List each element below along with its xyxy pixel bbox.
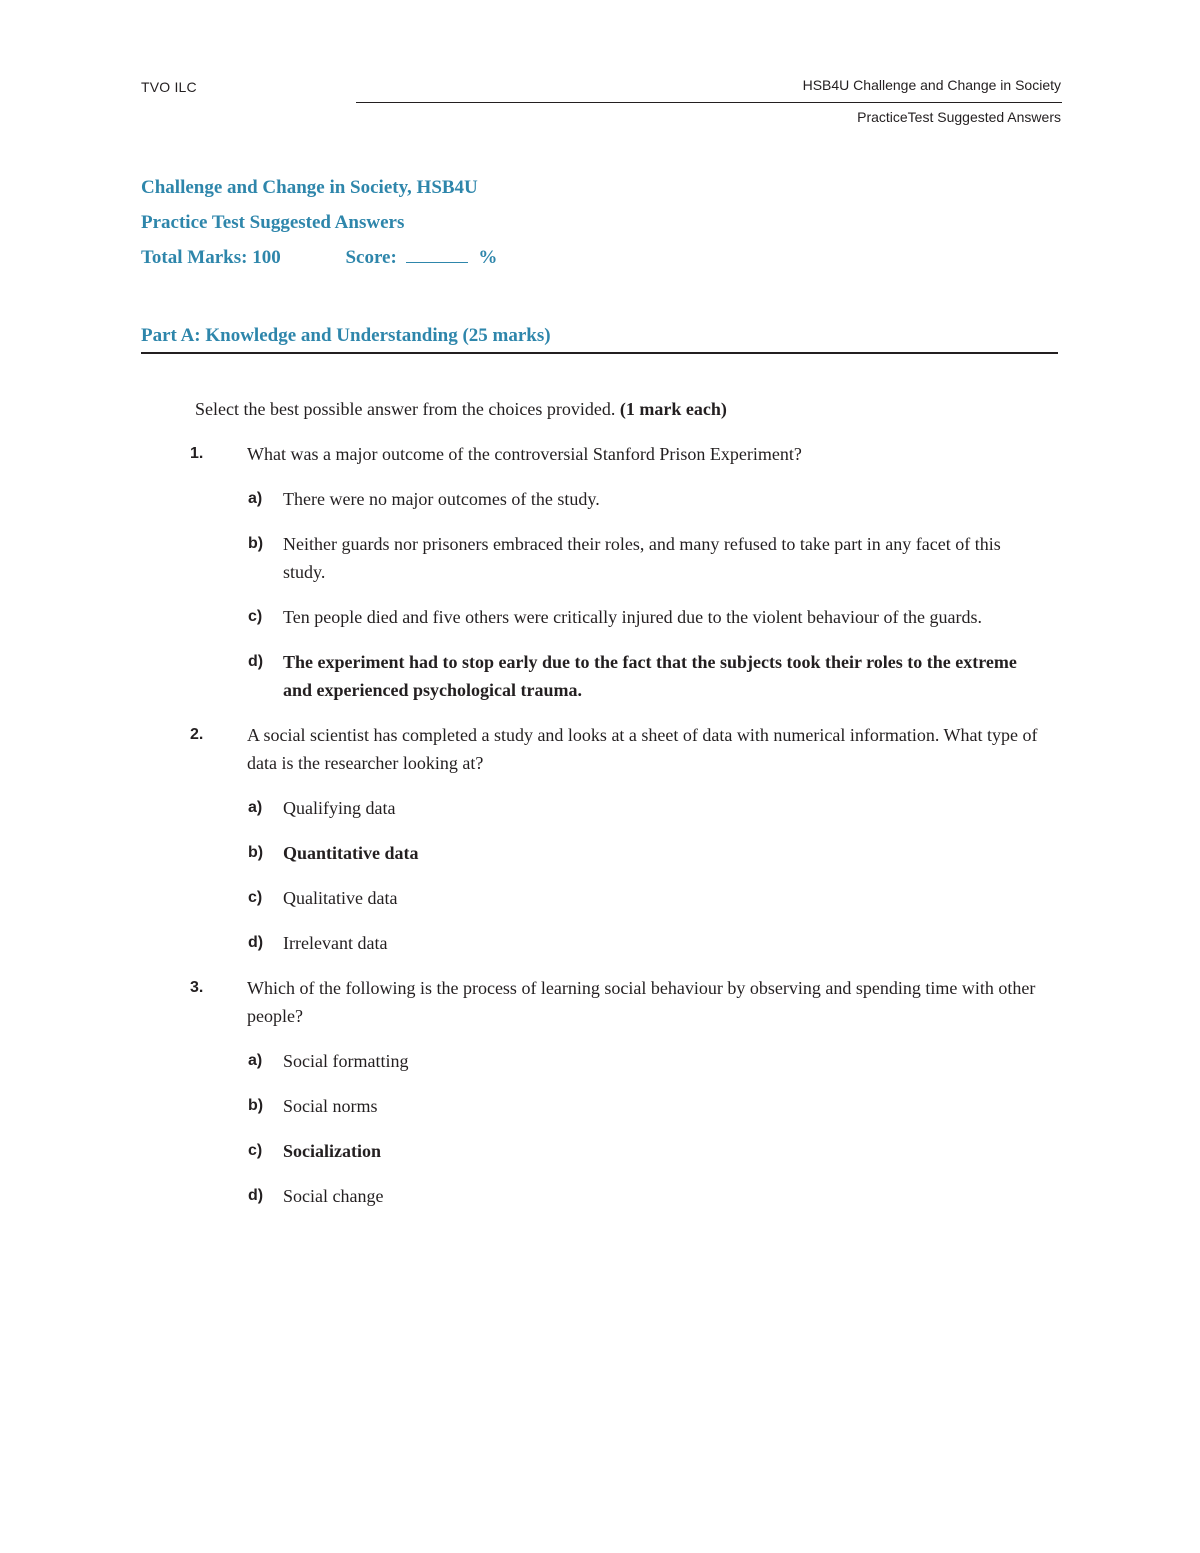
answer-option — [141, 1047, 1061, 1075]
option-text: Qualifying data — [283, 798, 396, 818]
answer-option — [141, 884, 1061, 912]
option-text: Social norms — [283, 1096, 378, 1116]
option-text: Socialization — [283, 1141, 381, 1161]
option-text: Social formatting — [283, 1051, 409, 1071]
answer-option — [141, 1092, 1061, 1120]
score-line — [141, 240, 497, 275]
option-letter: a) — [248, 799, 263, 816]
option-text: There were no major outcomes of the study. — [283, 489, 600, 509]
score-suffix: % — [478, 247, 498, 268]
option-letter: b) — [248, 844, 264, 861]
header-divider — [356, 102, 1062, 103]
instructions — [195, 395, 1061, 423]
question — [141, 974, 1061, 1030]
option-text: Quantitative data — [283, 843, 419, 863]
answer-option — [141, 485, 1061, 513]
question — [141, 721, 1061, 777]
answer-option — [141, 794, 1061, 822]
answer-option — [141, 603, 1061, 631]
header-course-title: HSB4U Challenge and Change in Society — [802, 77, 1061, 93]
option-letter: a) — [248, 490, 263, 507]
header-left: TVO ILC — [141, 79, 197, 95]
option-letter: c) — [248, 889, 263, 906]
question-text: Which of the following is the process of learning social behaviour by observing and spending time with other people? — [247, 978, 1036, 1026]
header-subtitle: PracticeTest Suggested Answers — [857, 109, 1061, 125]
questions-content — [141, 395, 1061, 1227]
answer-option — [141, 929, 1061, 957]
option-letter: b) — [248, 1097, 264, 1114]
option-text: The experiment had to stop early due to the fact that the subjects took their roles to the extreme and experienced psychological trauma. — [283, 652, 1017, 700]
question-number: 2. — [190, 726, 204, 743]
document-title: Challenge and Change in Society, HSB4U — [141, 177, 478, 198]
instructions-text: Select the best possible answer from the choices provided. — [195, 399, 616, 419]
answer-option — [141, 1182, 1061, 1210]
question-number: 3. — [190, 979, 204, 996]
section-heading: Part A: Knowledge and Understanding (25 marks) — [141, 325, 551, 346]
question-text: What was a major outcome of the controversial Stanford Prison Experiment? — [247, 444, 802, 464]
total-marks: Total Marks: 100 — [141, 247, 281, 268]
option-letter: d) — [248, 653, 264, 670]
option-letter: a) — [248, 1052, 263, 1069]
correct-answer-option — [141, 1137, 1061, 1165]
option-letter: d) — [248, 1187, 264, 1204]
question-number: 1. — [190, 445, 204, 462]
correct-answer-option — [141, 648, 1061, 704]
score-label: Score: — [345, 247, 397, 268]
document-subtitle: Practice Test Suggested Answers — [141, 212, 405, 233]
section-divider — [141, 352, 1058, 354]
option-letter: d) — [248, 934, 264, 951]
title-block — [141, 170, 497, 275]
answer-option — [141, 530, 1061, 586]
instructions-marks: (1 mark each) — [619, 399, 727, 419]
correct-answer-option — [141, 839, 1061, 867]
option-letter: c) — [248, 608, 263, 625]
option-text: Neither guards nor prisoners embraced their roles, and many refused to take part in any facet of this study. — [283, 534, 1001, 582]
option-text: Qualitative data — [283, 888, 398, 908]
question-text: A social scientist has completed a study and looks at a sheet of data with numerical information. What type of data is the researcher looking at? — [247, 725, 1038, 773]
option-text: Social change — [283, 1186, 384, 1206]
option-letter: b) — [248, 535, 264, 552]
score-blank — [406, 246, 468, 263]
option-letter: c) — [248, 1142, 263, 1159]
option-text: Ten people died and five others were critically injured due to the violent behaviour of the guards. — [283, 607, 983, 627]
option-text: Irrelevant data — [283, 933, 388, 953]
question — [141, 440, 1061, 468]
